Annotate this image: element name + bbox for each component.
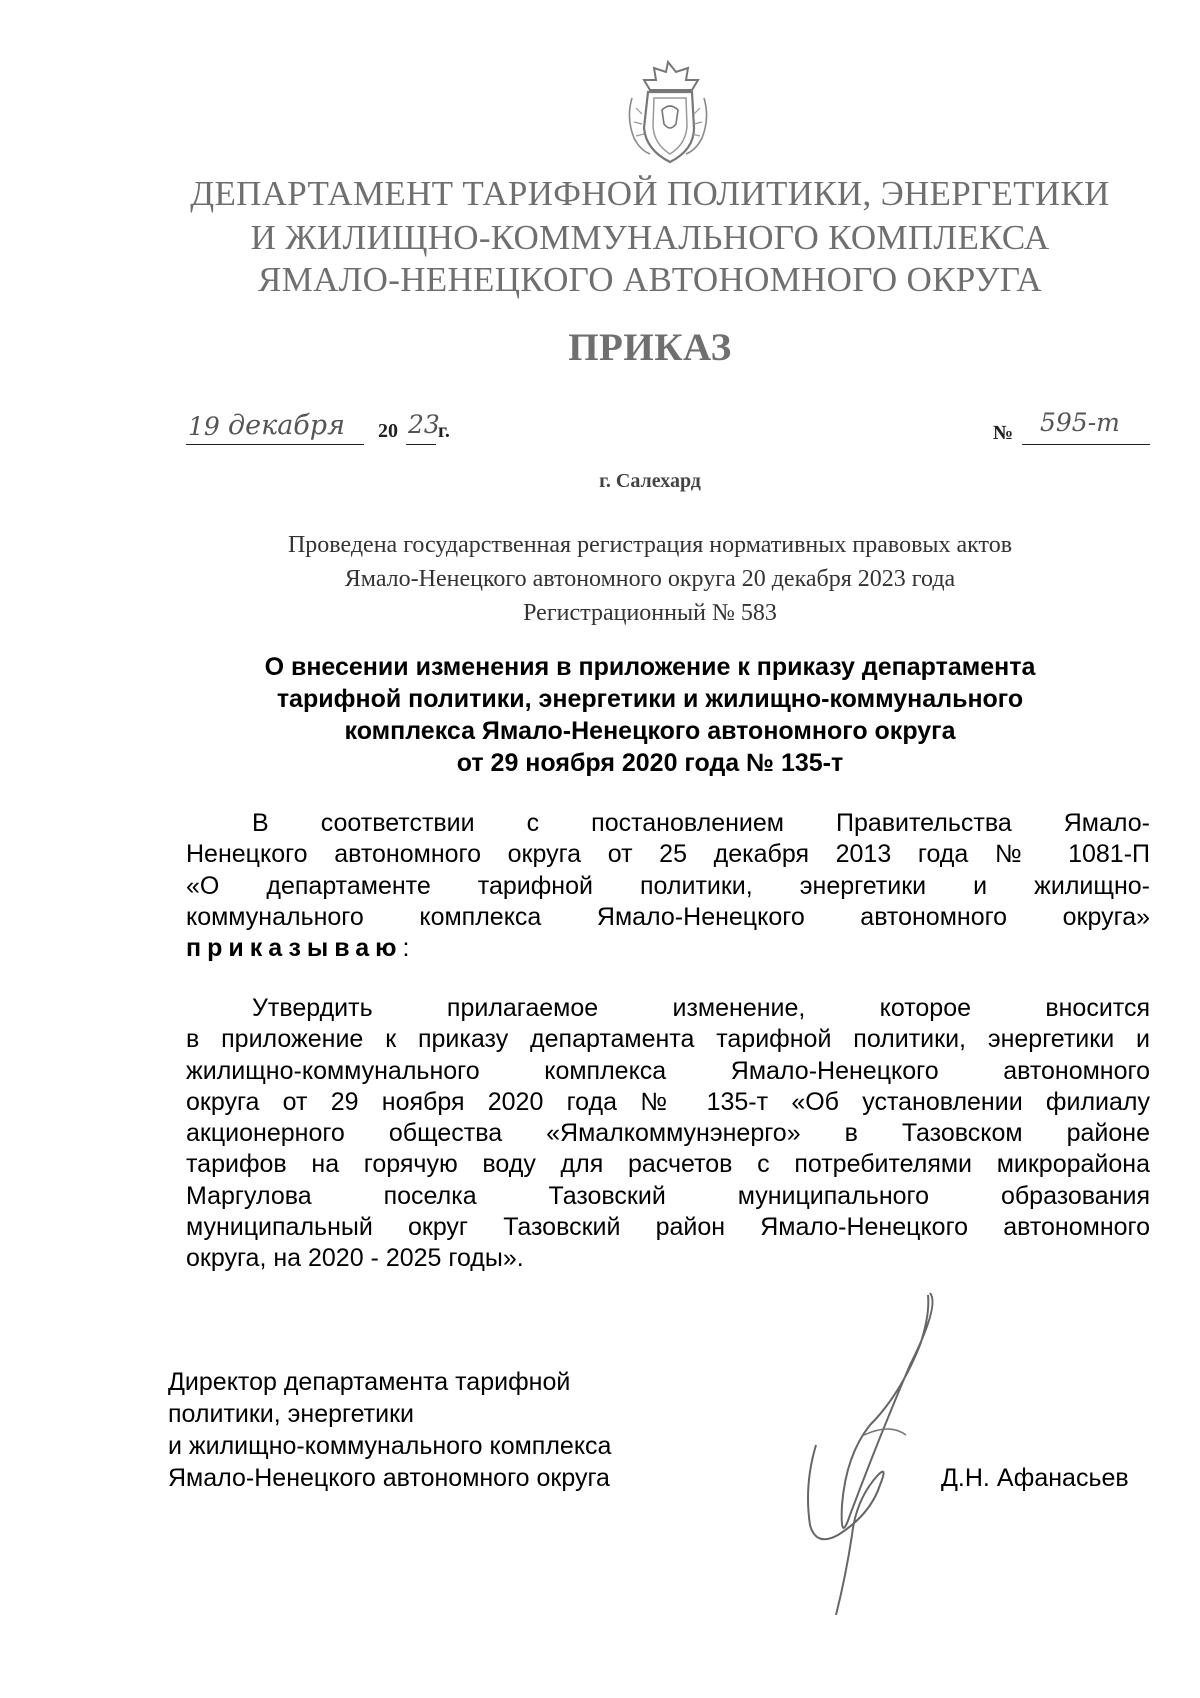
body-line: В соответствии с постановлением Правительства Ямало-	[252, 809, 1150, 837]
signer-position-line: политики, энергетики	[168, 1400, 414, 1428]
signer-position-line: Ямало-Ненецкого автономного округа	[168, 1464, 610, 1492]
year-underline	[406, 444, 436, 445]
handwritten-signature	[780, 1285, 960, 1625]
order-heading-line: О внесении изменения в приложение к приказу департамента	[264, 653, 1036, 681]
year-suffix-handwritten: 23	[408, 410, 440, 439]
body-line: муниципальный округ Тазовский район Ямало-Ненецкого автономного	[186, 1213, 1150, 1242]
date-day-handwritten: 19	[188, 412, 220, 441]
body-line	[186, 933, 1150, 964]
department-name-line: И ЖИЛИЩНО-КОММУНАЛЬНОГО КОМПЛЕКСА	[250, 218, 1050, 257]
date-underline	[186, 444, 364, 445]
order-heading-line: тарифной политики, энергетики и жилищно-коммунального	[276, 685, 1024, 713]
department-name-line: ЯМАЛО-НЕНЕЦКОГО АВТОНОМНОГО ОКРУГА	[258, 260, 1042, 299]
order-verb-colon: :	[402, 934, 410, 963]
order-verb: приказываю	[186, 934, 403, 963]
department-name-line: ДЕПАРТАМЕНТ ТАРИФНОЙ ПОЛИТИКИ, ЭНЕРГЕТИКИ	[190, 174, 1110, 213]
signer-position-line: и жилищно-коммунального комплекса	[168, 1432, 612, 1460]
number-sign: №	[993, 422, 1014, 444]
order-number-handwritten: 595-т	[1040, 408, 1120, 437]
date-month-handwritten: декабря	[228, 410, 345, 441]
body-line: Утвердить прилагаемое изменение, которое вносится	[252, 994, 1150, 1022]
body-line: коммунального комплекса Ямало-Ненецкого автономного округа»	[186, 902, 1150, 931]
registration-line: Ямало-Ненецкого автономного округа 20 декабря 2023 года	[344, 566, 956, 592]
signer-name: Д.Н. Афанасьев	[941, 1464, 1129, 1492]
body-line: округа от 29 ноября 2020 года № 135-т «Об установлении филиалу	[186, 1087, 1150, 1116]
registration-line: Проведена государственная регистрация нормативных правовых актов	[287, 532, 1013, 558]
body-line: Маргулова поселка Тазовский муниципального образования	[186, 1181, 1150, 1210]
body-line: «О департаменте тарифной политики, энергетики и жилищно-	[186, 871, 1150, 900]
order-heading-line: комплекса Ямало-Ненецкого автономного округа	[344, 717, 956, 745]
body-line: округа, на 2020 - 2025 годы».	[186, 1244, 524, 1273]
year-prefix: 20	[378, 420, 398, 442]
body-paragraph	[186, 808, 1150, 964]
order-heading-line: от 29 ноября 2020 года № 135-т	[456, 749, 844, 777]
number-underline	[1022, 444, 1150, 445]
body-line: в приложение к приказу департамента тарифной политики, энергетики и	[186, 1025, 1150, 1054]
body-line: жилищно-коммунального комплекса Ямало-Ненецкого автономного	[186, 1056, 1150, 1085]
year-unit: г.	[438, 420, 450, 442]
body-line: Ненецкого автономного округа от 25 декабря 2013 года № 1081-П	[186, 840, 1150, 869]
body-line: акционерного общества «Ямалкоммунэнерго» в Тазовском районе	[186, 1119, 1150, 1148]
body-paragraph	[186, 993, 1150, 1275]
signer-position-line: Директор департамента тарифной	[168, 1368, 571, 1396]
body-line: тарифов на горячую воду для расчетов с потребителями микрорайона	[186, 1150, 1150, 1179]
registration-line: Регистрационный № 583	[523, 600, 777, 626]
city: г. Салехард	[599, 470, 701, 492]
coat-of-arms-icon	[620, 58, 716, 168]
document-type-title: ПРИКАЗ	[568, 326, 732, 369]
